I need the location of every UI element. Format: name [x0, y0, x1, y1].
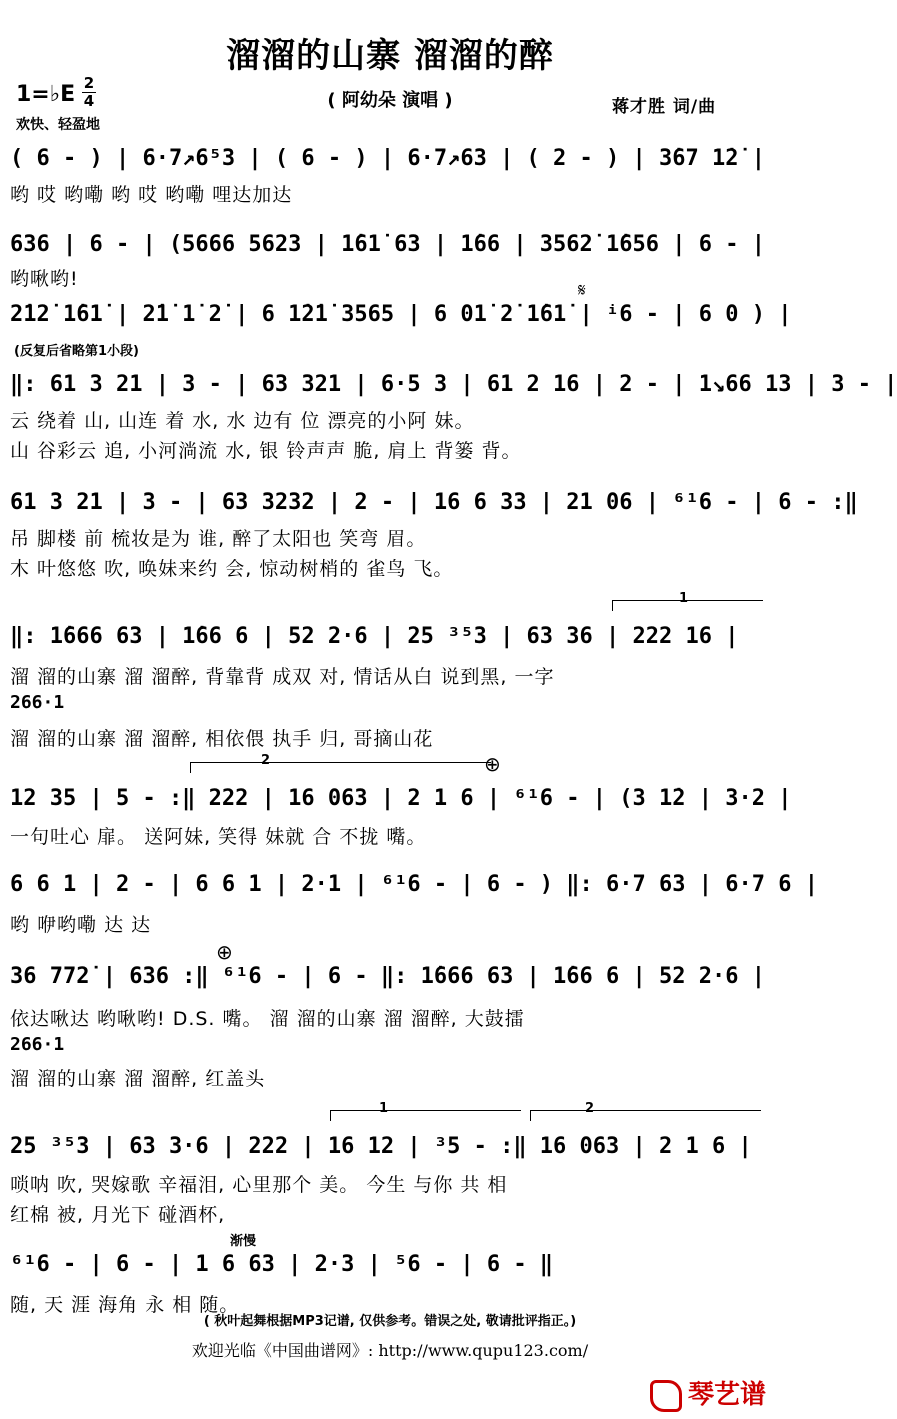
- volta-2-label: 2: [261, 753, 271, 768]
- performance-note: (反复后省略第1小段): [14, 344, 139, 359]
- lyrics-line-4a: 云 绕着 山, 山连 着 水, 水 边有 位 漂亮的小阿 妹。: [10, 410, 475, 432]
- key-signature: 1=♭E: [16, 82, 76, 107]
- lyrics-line-9: 依达啾达 哟啾哟! D.S. 嘴。 溜 溜的山寨 溜 溜醉, 大鼓擂: [10, 1008, 525, 1030]
- lyrics-line-6b: 溜 溜的山寨 溜 溜醉, 相依偎 执手 归, 哥摘山花: [10, 728, 434, 750]
- lyrics-line-4b: 山 谷彩云 追, 小河淌流 水, 银 铃声声 脆, 肩上 背篓 背。: [10, 440, 522, 462]
- segno-mark: 𝄋: [578, 280, 586, 301]
- transcriber-note: ( 秋叶起舞根据MP3记谱, 仅供参考。错误之处, 敬请批评指正。): [203, 1314, 577, 1329]
- page-title: 溜溜的山寨 溜溜的醉: [226, 36, 554, 76]
- meter-bottom: 4: [83, 92, 95, 110]
- lyrics-line-8: 哟 咿哟嘞 达 达: [10, 914, 152, 936]
- notation-line-8: 6 6 1 | 2 - | 6 6 1 | 2·1 | ⁶¹6 - | 6 - ) ‖: 6·7 63 | 6·7 6 |: [10, 872, 818, 897]
- volta-1b-bracket: [330, 1101, 521, 1121]
- lyrics-line-5a: 吊 脚楼 前 梳妆是为 谁, 醉了太阳也 笑弯 眉。: [10, 528, 427, 550]
- volta-1-bracket: [612, 591, 763, 611]
- logo-text: 琴艺谱: [688, 1380, 767, 1410]
- notation-line-9: 36 772̇ | 636 :‖ ⁶¹6 - | 6 - ‖: 1̇666 63 | 1̇66 6 | 52 2·6 |: [10, 964, 765, 989]
- lyrics-line-10a: 唢呐 吹, 哭嫁歌 辛福泪, 心里那个 美。 今生 与你 共 相: [10, 1174, 508, 1196]
- coda-mark-2: ⊕: [216, 940, 233, 964]
- lyrics-line-7: 一句吐心 扉。 送阿妹, 笑得 妹就 合 不拢 嘴。: [10, 826, 427, 848]
- notation-line-5: 61 3 21 | 3 - | 63 3232 | 2 - | 16 6 33 | 21 06 | ⁶¹6 - | 6 - :‖: [10, 490, 858, 515]
- notation-line-3: 2̇12̇ 1̇61̇ | 2̇1̇ 1̇ 2̇ | 6 1̇2̇1̇ 3565 | 6 01̇ 2̇ 1̇61̇ | ⁱ6 - | 6 0 ) |: [10, 302, 792, 327]
- tempo-marking: 欢快、轻盈地: [16, 117, 100, 133]
- volta-1-label: 1: [679, 591, 689, 606]
- time-signature: [82, 76, 96, 109]
- lyrics-line-10b: 红棉 被, 月光下 碰酒杯,: [10, 1204, 226, 1226]
- composer-credit: 蒋才胜 词/曲: [612, 97, 717, 117]
- volta-2-bracket: [190, 753, 491, 773]
- notation-line-9b: 266·1: [10, 1034, 65, 1055]
- lyrics-line-6: 溜 溜的山寨 溜 溜醉, 背靠背 成双 对, 情话从白 说到黑, 一字: [10, 666, 555, 688]
- brand-logo: [650, 1374, 766, 1412]
- lyrics-line-5b: 木 叶悠悠 吹, 唤妹来约 会, 惊动树梢的 雀鸟 飞。: [10, 558, 454, 580]
- tempo-change-mark: 渐慢: [230, 1234, 257, 1249]
- coda-mark-1: ⊕: [484, 752, 501, 776]
- volta-1b-label: 1: [379, 1101, 389, 1116]
- notation-line-6: ‖: 1̇666 63 | 1̇66 6 | 52 2·6 | 25 ³⁵3 | 63 36 | 222 16 |: [10, 624, 739, 649]
- notation-line-11: ⁶¹6 - | 6 - | 1 6 63 | 2·3 | ⁵6 - | 6 - ‖: [10, 1252, 554, 1277]
- lyrics-line-9b: 溜 溜的山寨 溜 溜醉, 红盖头: [10, 1068, 266, 1090]
- volta-2b-label: 2: [585, 1101, 595, 1116]
- lyrics-line-1: 哟 哎 哟嘞 哟 哎 哟嘞 哩达加达: [10, 184, 293, 206]
- notation-line-2: 636 | 6 - | (5666 5623 | 1̇61̇ 63 | 1̇66 | 3562̇ 1̇656 | 6 - |: [10, 232, 765, 257]
- lyrics-line-2: 哟啾哟!: [10, 268, 79, 290]
- notation-line-1: ( 6 - ) | 6·7↗6⁵3 | ( 6 - ) | 6·7↗63 | ( 2 - ) | 3̇67 1̇2̇ |: [10, 146, 765, 171]
- notation-line-6b: 266·1: [10, 692, 65, 713]
- singer-line: ( 阿幼朵 演唱 ): [327, 90, 453, 111]
- lyrics-line-11: 随, 天 涯 海角 永 相 随。: [10, 1294, 240, 1316]
- notation-line-10: 25 ³⁵3 | 63 3·6 | 222 | 16 12 | ³5 - :‖ 16 063 | 2 1 6 |: [10, 1134, 752, 1159]
- notation-line-4: ‖: 61 3 21 | 3 - | 63 321 | 6·5 3 | 61 2 16 | 2 - | 1↘66 13 | 3 - |: [10, 372, 897, 397]
- notation-line-7: 12 35 | 5 - :‖ 222 | 16 063 | 2 1 6 | ⁶¹6 - | (3 1̇2 | 3·2 |: [10, 786, 792, 811]
- volta-2b-bracket: [530, 1101, 761, 1121]
- meter-top: 2: [83, 74, 95, 92]
- logo-icon: [650, 1380, 682, 1412]
- site-link[interactable]: 欢迎光临《中国曲谱网》: http://www.qupu123.com/: [191, 1341, 589, 1360]
